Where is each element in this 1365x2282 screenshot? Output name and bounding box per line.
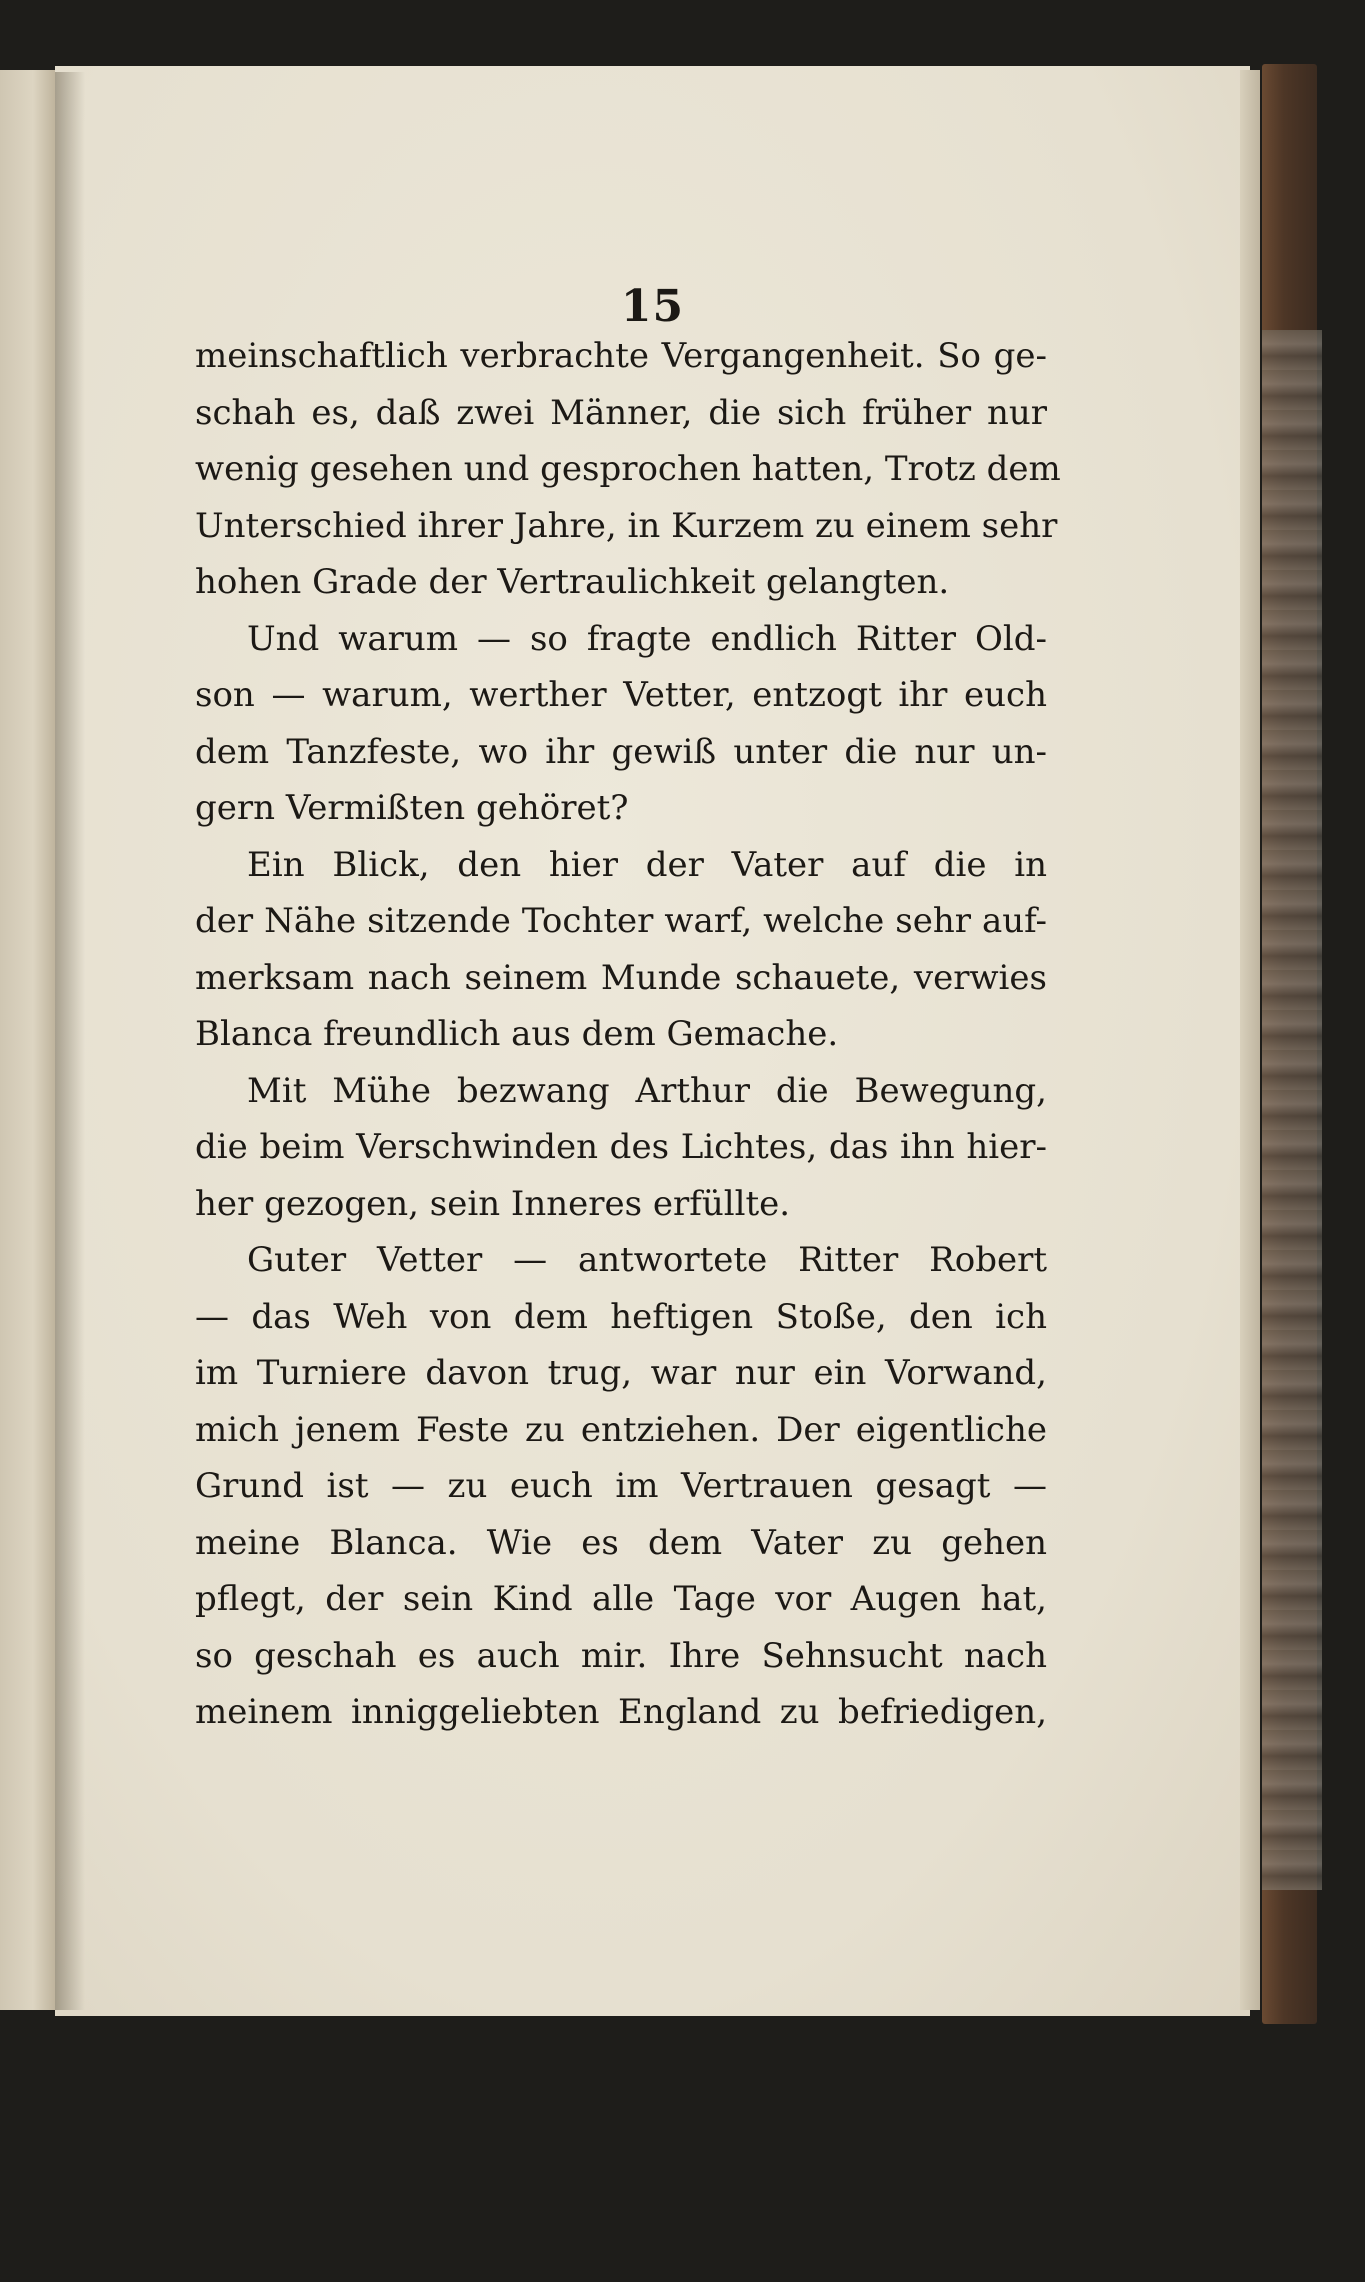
text-line: — das Weh von dem heftigen Stoße, den ich	[195, 1296, 1047, 1337]
text-line: die beim Verschwinden des Lichtes, das ihn hier-	[195, 1127, 1047, 1167]
text-line: dem Tanzfeste, wo ihr gewiß unter die nur un-	[195, 731, 1047, 772]
left-page-edge	[0, 70, 57, 2010]
text-line: Mit Mühe bezwang Arthur die Bewegung,	[247, 1070, 1047, 1111]
text-line: merksam nach seinem Munde schauete, verwies	[195, 957, 1047, 998]
text-line: Und warum — so fragte endlich Ritter Old-	[247, 618, 1047, 659]
text-line: mich jenem Feste zu entziehen. Der eigentliche	[195, 1409, 1047, 1450]
text-line: Unterschied ihrer Jahre, in Kurzem zu einem sehr	[195, 505, 1058, 546]
text-line: Blanca freundlich aus dem Gemache.	[195, 1014, 839, 1054]
text-line: der Nähe sitzende Tochter warf, welche sehr auf-	[195, 901, 1047, 941]
text-line: meine Blanca. Wie es dem Vater zu gehen	[195, 1522, 1047, 1563]
cover-wear	[1262, 330, 1322, 1890]
text-line: pflegt, der sein Kind alle Tage vor Augen hat,	[195, 1579, 1047, 1619]
text-line: her gezogen, sein Inneres erfüllte.	[195, 1183, 791, 1224]
text-line: Grund ist — zu euch im Vertrauen gesagt —	[195, 1466, 1047, 1506]
text-line: im Turniere davon trug, war nur ein Vorwand,	[195, 1353, 1047, 1393]
book-page	[55, 66, 1250, 2016]
body-text	[195, 328, 1061, 1741]
text-line: meinem inniggeliebten England zu befriedigen,	[195, 1692, 1047, 1732]
text-line: Guter Vetter — antwortete Ritter Robert	[247, 1240, 1047, 1280]
text-line: Ein Blick, den hier der Vater auf die in	[247, 844, 1047, 885]
spine-shadow	[55, 72, 85, 2010]
text-line: so geschah es auch mir. Ihre Sehnsucht nach	[195, 1635, 1047, 1676]
text-line: wenig gesehen und gesprochen hatten, Trotz dem	[195, 449, 1061, 489]
text-line: gern Vermißten gehöret?	[195, 788, 629, 828]
text-line: meinschaftlich verbrachte Vergangenheit. So ge-	[195, 336, 1047, 376]
text-line: son — warum, werther Vetter, entzogt ihr euch	[195, 675, 1047, 715]
text-line: schah es, daß zwei Männer, die sich früher nur	[195, 392, 1047, 433]
page-stack-edge	[1240, 70, 1260, 2010]
text-line: hohen Grade der Vertraulichkeit gelangten.	[195, 562, 950, 602]
page-number: 15	[620, 281, 685, 332]
